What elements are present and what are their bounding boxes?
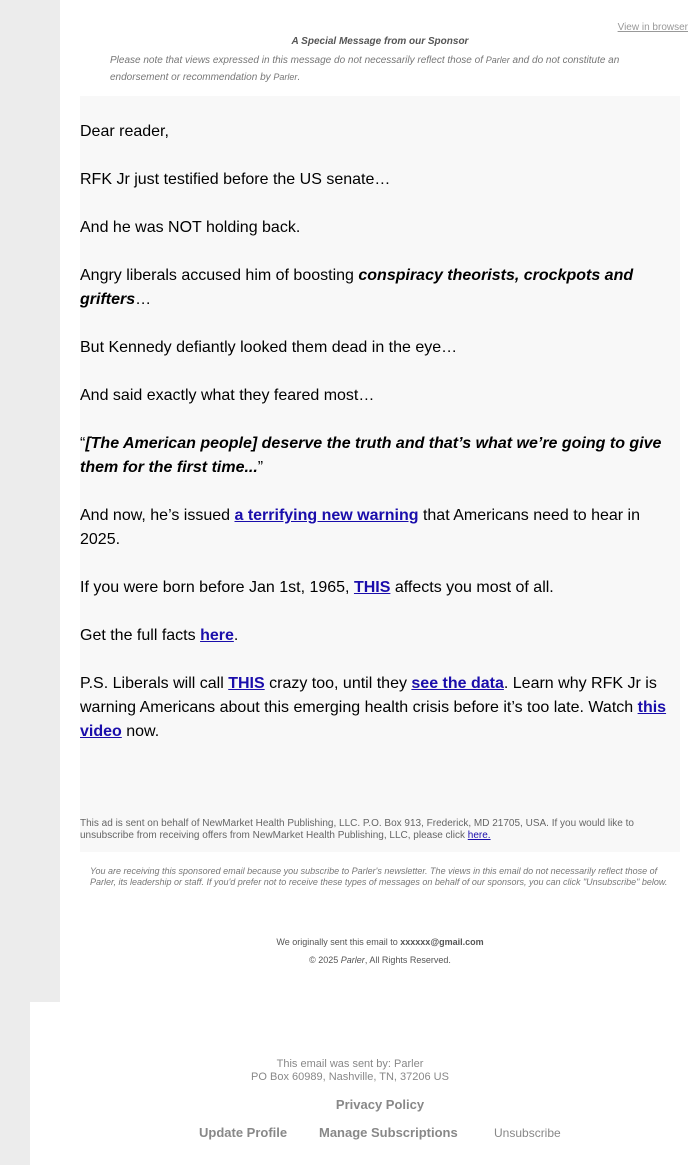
text: And now, he’s issued: [80, 507, 235, 524]
copyright: [60, 955, 700, 965]
update-profile-link[interactable]: Update Profile: [199, 1125, 288, 1140]
this-link[interactable]: THIS: [353, 579, 391, 596]
text: P.S. Liberals will call: [80, 675, 229, 692]
ad-content: [80, 96, 680, 852]
privacy-policy-link[interactable]: Privacy Policy: [335, 1097, 425, 1112]
manage-subscriptions-link[interactable]: Manage Subscriptions: [319, 1125, 458, 1140]
text: “: [80, 435, 86, 452]
text: © 2025: [309, 955, 341, 965]
this-link-2[interactable]: THIS: [228, 675, 265, 692]
warning-link[interactable]: a terrifying new warning: [234, 507, 419, 524]
disclaimer-text: Please note that views expressed in this message do not necessarily reflect those of: [110, 55, 486, 66]
advertiser-note: [80, 818, 676, 842]
this-video-link[interactable]: this video: [80, 699, 667, 740]
text: that Americans need to hear in 2025.: [80, 507, 640, 548]
ad-message: [80, 96, 680, 768]
here-link[interactable]: here: [200, 627, 234, 644]
sponsor-heading: A Special Message from our Sponsor: [291, 36, 469, 47]
see-the-data-link[interactable]: see the data: [411, 675, 504, 692]
text: affects you most of all.: [390, 579, 554, 596]
disclaimer-brand: Parler: [273, 72, 298, 82]
text: Get the full facts: [80, 627, 201, 644]
text: We originally sent this email to: [276, 937, 401, 947]
text: …: [135, 291, 152, 308]
disclaimer-text: .: [297, 72, 301, 83]
paragraph: [80, 576, 680, 600]
email-card: [60, 0, 700, 1002]
emphasis: conspiracy theorists, crockpots and grifters: [80, 267, 634, 308]
view-in-browser-link[interactable]: View in browser: [617, 22, 688, 33]
recipient-line: [60, 937, 700, 947]
sender-address: PO Box 60989, Nashville, TN, 37206 US: [251, 1071, 449, 1083]
paragraph: [80, 264, 680, 312]
paragraph: [80, 624, 680, 648]
text: This ad is sent on behalf of NewMarket Health Publishing, LLC. P.O. Box 913, Frederick, MD 21705, USA. If you would like to unsubscribe from receiving offers from NewMarket Health Publishing, LLC, please click: [80, 818, 634, 841]
sponsor-disclaimer: [110, 52, 630, 86]
paragraph: [80, 672, 680, 744]
sponsor-note: You are receiving this sponsored email because you subscribe to Parler's newsletter. The views in this email do not necessarily reflect those of Parler, its leadership or staff. If you'd prefer not to receive these types of messages on behalf of our sponsors, you can click "Unsubscribe" below.: [90, 866, 668, 887]
greeting: Dear reader,: [80, 123, 169, 140]
text: ”: [257, 459, 264, 476]
paragraph: [80, 504, 680, 552]
text: crazy too, until they: [264, 675, 412, 692]
paragraph: RFK Jr just testified before the US senate…: [80, 171, 391, 188]
paragraph: And said exactly what they feared most…: [80, 387, 375, 404]
paragraph: And he was NOT holding back.: [80, 219, 301, 236]
text: . Learn why RFK Jr is warning Americans about this emerging health crisis before it’s too late. Watch: [80, 675, 657, 716]
disclaimer-brand: Parler: [485, 55, 510, 65]
advertiser-unsubscribe-link[interactable]: here.: [467, 830, 491, 841]
sent-by: This email was sent by: Parler: [276, 1058, 424, 1070]
text: now.: [121, 723, 160, 740]
text: .: [233, 627, 239, 644]
emphasis: [The American people] deserve the truth and that’s what we’re going to give them for the first time...: [80, 435, 662, 476]
unsubscribe-link[interactable]: Unsubscribe: [494, 1126, 561, 1140]
text: , All Rights Reserved.: [364, 955, 451, 965]
quote: [80, 432, 680, 480]
sender-info: [0, 1058, 700, 1084]
text: If you were born before Jan 1st, 1965,: [80, 579, 354, 596]
disclaimer-text: and do not constitute an endorsement or recommendation by: [110, 55, 620, 83]
paragraph: But Kennedy defiantly looked them dead in the eye…: [80, 339, 458, 356]
recipient-email: xxxxxx@gmail.com: [400, 937, 484, 947]
text: Angry liberals accused him of boosting: [80, 267, 359, 284]
brand: Parler: [340, 955, 365, 965]
